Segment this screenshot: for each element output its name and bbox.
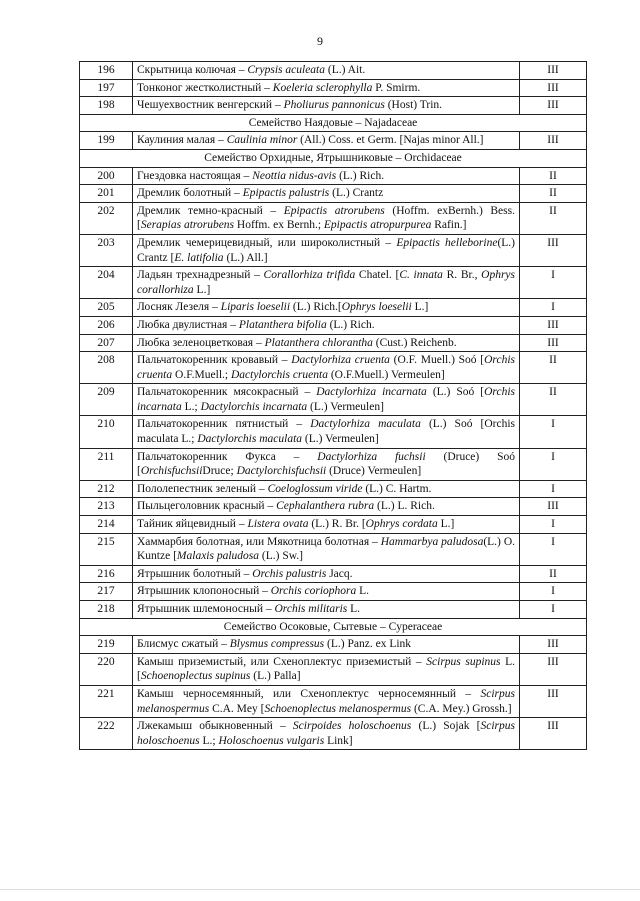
page-number: 9 (317, 34, 323, 48)
latin-name: Neottia nidus-avis (252, 169, 337, 182)
species-name (133, 234, 520, 266)
species-row (80, 384, 587, 416)
species-row (80, 132, 587, 150)
name-text: (O.F. Muell.) Soó [ (389, 354, 485, 367)
species-number: 216 (80, 565, 133, 583)
name-text: Ладьян трехнадрезный – (137, 269, 264, 282)
species-row (80, 202, 587, 234)
species-name (133, 685, 520, 717)
name-text: Пальчатокоренник мясокрасный – (137, 386, 317, 399)
name-text: Камыш приземистый, или Схеноплектус приземистый – (137, 655, 427, 668)
name-text: (All.) Coss. et Germ. [Najas minor All.] (297, 134, 484, 147)
species-name (133, 583, 520, 601)
species-number: 201 (80, 185, 133, 203)
rarity-category: III (520, 685, 587, 717)
name-text: Каулиния малая – (137, 134, 227, 147)
latin-name: Epipactis helleborine (396, 236, 498, 249)
latin-name: Blysmus compressus (229, 638, 325, 651)
name-text: Druce; (202, 465, 237, 478)
name-text: (L.) L. Rich. (374, 500, 435, 513)
species-number: 209 (80, 384, 133, 416)
species-name (133, 334, 520, 352)
species-row (80, 316, 587, 334)
name-text: (L.) R. Br. [ (308, 518, 366, 531)
name-text: L. [ (137, 655, 515, 683)
species-number: 219 (80, 636, 133, 654)
species-number: 210 (80, 416, 133, 448)
species-row (80, 234, 587, 266)
latin-name: Corallorhiza trifida (263, 269, 356, 282)
species-row (80, 448, 587, 480)
species-number: 208 (80, 352, 133, 384)
name-text: (L.) Rich.[ (290, 301, 342, 314)
species-row (80, 498, 587, 516)
name-text: O.F.Muell.; (172, 368, 231, 381)
name-text: L.; (181, 400, 201, 413)
family-section-row (80, 149, 587, 167)
latin-name: Dactylorchisfuchsii (236, 465, 327, 478)
species-number: 198 (80, 97, 133, 115)
latin-name: Dactylorhiza cruenta (291, 354, 390, 367)
name-text: (L.) Crantz (329, 187, 384, 200)
species-number: 218 (80, 601, 133, 619)
name-text: Дремлик болотный – (137, 187, 243, 200)
rarity-category: I (520, 601, 587, 619)
rarity-category: II (520, 185, 587, 203)
species-number: 205 (80, 299, 133, 317)
family-section-label: Семейство Осоковые, Сытевые – Cyperaceae (80, 618, 587, 636)
latin-name: Epipactis palustris (242, 187, 330, 200)
name-text: Пальчатокоренник пятнистый – (137, 418, 311, 431)
rarity-category: III (520, 718, 587, 750)
rarity-category: III (520, 334, 587, 352)
species-number: 202 (80, 202, 133, 234)
species-name (133, 718, 520, 750)
family-section-label: Семейство Наядовые – Najadaceae (80, 114, 587, 132)
name-text: (L.) Vermeulen] (302, 433, 379, 446)
rarity-category: III (520, 653, 587, 685)
rarity-category: I (520, 267, 587, 299)
latin-name: Ophrys corallorhiza (137, 269, 516, 296)
rarity-category: III (520, 498, 587, 516)
rarity-category: II (520, 352, 587, 384)
species-name (133, 565, 520, 583)
name-text: (L.) Vermeulen] (307, 400, 384, 413)
name-text: (L.) C. Hartm. (362, 482, 432, 495)
species-row (80, 352, 587, 384)
species-name (133, 299, 520, 317)
latin-name: Dactylorchis maculata (197, 433, 303, 446)
species-row (80, 62, 587, 80)
latin-name: Scirpus melanospermus (137, 687, 515, 715)
latin-name: Orchis cruenta (137, 354, 515, 381)
latin-name: Coeloglossum viride (267, 482, 363, 495)
latin-name: Epipactis atrorubens (283, 204, 385, 217)
name-text: Дремлик темно-красный – (137, 204, 284, 217)
name-text: (L.) Ait. (325, 64, 366, 76)
rarity-category: I (520, 416, 587, 448)
name-text: P. Smirm. (372, 81, 421, 94)
rarity-category: III (520, 62, 587, 80)
species-row (80, 167, 587, 185)
name-text: L.; (199, 734, 219, 747)
name-text: Любка зеленоцветковая – (137, 336, 265, 349)
species-row (80, 533, 587, 565)
species-number: 214 (80, 516, 133, 534)
name-text: (L.) All.] (223, 251, 268, 264)
latin-name: Platanthera chlorantha (264, 336, 373, 349)
name-text: L. (347, 603, 361, 615)
latin-name: Orchis militaris (274, 603, 348, 615)
species-row (80, 601, 587, 619)
latin-name: Scirpus holoschoenus (137, 720, 515, 747)
name-text: L.] (411, 301, 429, 314)
name-text: Лжекамыш обыкновенный – (137, 720, 293, 733)
name-text: Тайник яйцевидный – (137, 518, 248, 531)
latin-name: Platanthera bifolia (238, 318, 327, 331)
name-text: (O.F.Muell.) Vermeulen] (327, 368, 445, 381)
name-text: Chatel. [ (355, 269, 400, 282)
name-text: Лосняк Лезеля – (137, 301, 221, 314)
latin-name: Dactylorchis cruenta (230, 368, 328, 381)
name-text: Дремлик чемерицевидный, или широколистный – (137, 236, 397, 249)
name-text: Rafin.] (431, 219, 467, 232)
name-text: (L.) Sojak [ (411, 720, 481, 733)
species-row (80, 516, 587, 534)
name-text: Ятрышник болотный – (137, 567, 253, 580)
rarity-category: II (520, 202, 587, 234)
species-table (79, 61, 587, 750)
page-footer-divider (0, 889, 640, 890)
rarity-category: III (520, 79, 587, 97)
latin-name: Holoschoenus vulgaris (218, 734, 325, 747)
name-text: (L.) Rich. (336, 169, 385, 182)
species-number: 213 (80, 498, 133, 516)
latin-name: Orchisfuchsii (140, 465, 203, 478)
species-number: 206 (80, 316, 133, 334)
latin-name: Caulinia minor (226, 134, 298, 147)
species-name (133, 498, 520, 516)
species-number: 221 (80, 685, 133, 717)
species-name (133, 185, 520, 203)
latin-name: Crypsis aculeata (247, 64, 325, 76)
name-text: (L.) Soó [Orchis maculata L.; (137, 418, 515, 446)
name-text: Link] (324, 734, 353, 747)
name-text: Пыльцеголовник красный – (137, 500, 277, 513)
species-name (133, 132, 520, 150)
name-text: Ятрышник клопоносный – (137, 585, 271, 598)
latin-name: Orchis incarnata (137, 386, 515, 413)
latin-name: C. innata (399, 269, 443, 282)
species-number: 203 (80, 234, 133, 266)
species-name (133, 97, 520, 115)
name-text: (Host) Trin. (384, 99, 443, 112)
name-text: Пальчатокоренник кровавый – (137, 354, 292, 367)
species-number: 199 (80, 132, 133, 150)
latin-name: Hammarbya paludosa (380, 535, 484, 548)
name-text: (L.) Crantz [ (137, 236, 515, 264)
name-text: Пальчатокоренник Фукса – (137, 450, 318, 463)
species-name (133, 533, 520, 565)
latin-name: Liparis loeselii (220, 301, 291, 314)
name-text: R. Br., (442, 269, 482, 282)
latin-name: Scirpoides holoschoenus (292, 720, 412, 733)
latin-name: Listera ovata (247, 518, 309, 531)
species-row (80, 636, 587, 654)
latin-name: Ophrys cordata (365, 518, 438, 531)
rarity-category: I (520, 299, 587, 317)
latin-name: Orchis palustris (252, 567, 327, 580)
name-text: Пололепестник зеленый – (137, 482, 268, 495)
name-text: (L.) Panz. ex Link (324, 638, 412, 651)
name-text: Любка двулистная – (137, 318, 239, 331)
latin-name: Dactylorchis incarnata (200, 400, 308, 413)
species-name (133, 601, 520, 619)
rarity-category: III (520, 316, 587, 334)
rarity-category: III (520, 234, 587, 266)
rarity-category: II (520, 384, 587, 416)
rarity-category: III (520, 132, 587, 150)
species-row (80, 583, 587, 601)
species-row (80, 334, 587, 352)
name-text: Hoffm. ex Bernh.; (234, 219, 324, 232)
species-name (133, 79, 520, 97)
latin-name: Dactylorhiza incarnata (316, 386, 427, 399)
family-section-row (80, 114, 587, 132)
species-number: 200 (80, 167, 133, 185)
species-name (133, 416, 520, 448)
species-name (133, 516, 520, 534)
species-number: 204 (80, 267, 133, 299)
species-name (133, 653, 520, 685)
latin-name: Koeleria sclerophylla (272, 81, 373, 94)
name-text: (L.) Soó [ (426, 386, 485, 399)
family-section-row (80, 618, 587, 636)
latin-name: Cephalanthera rubra (276, 500, 375, 513)
name-text: Jacq. (326, 567, 353, 580)
latin-name: E. latifolia (174, 251, 224, 264)
rarity-category: II (520, 565, 587, 583)
species-row (80, 79, 587, 97)
species-row (80, 267, 587, 299)
species-number: 207 (80, 334, 133, 352)
latin-name: Malaxis paludosa (176, 550, 260, 563)
name-text: (C.A. Mey.) Grossh.] (411, 702, 512, 715)
name-text: Тонконог жестколистный – (137, 81, 273, 94)
species-row (80, 480, 587, 498)
latin-name: Pholiurus pannonicus (283, 99, 385, 112)
latin-name: Scirpus supinus (426, 655, 501, 668)
name-text: L.] (437, 518, 455, 531)
species-name (133, 352, 520, 384)
species-row (80, 416, 587, 448)
species-row (80, 299, 587, 317)
rarity-category: III (520, 636, 587, 654)
name-text: (Druce) Vermeulen] (326, 465, 422, 478)
species-number: 217 (80, 583, 133, 601)
latin-name: Schoenoplectus melanospermus (264, 702, 412, 715)
family-section-label: Семейство Орхидные, Ятрышниковые – Orchidaceae (80, 149, 587, 167)
species-name (133, 167, 520, 185)
name-text: Скрытница колючая – (137, 64, 248, 76)
species-row (80, 685, 587, 717)
species-row (80, 565, 587, 583)
name-text: Гнездовка настоящая – (137, 169, 253, 182)
latin-name: Schoenoplectus supinus (140, 670, 251, 683)
rarity-category: I (520, 533, 587, 565)
name-text: Хаммарбия болотная, или Мякотница болотная – (137, 535, 381, 548)
species-name (133, 316, 520, 334)
latin-name: Dactylorhiza fuchsii (317, 450, 426, 463)
name-text: L.] (193, 283, 211, 296)
species-number: 222 (80, 718, 133, 750)
rarity-category: II (520, 167, 587, 185)
name-text: C.A. Mey [ (209, 702, 265, 715)
name-text: (L.) Palla] (250, 670, 301, 683)
species-row (80, 97, 587, 115)
species-row (80, 653, 587, 685)
rarity-category: I (520, 448, 587, 480)
species-name (133, 448, 520, 480)
name-text: (L.) O. Kuntze [ (137, 535, 515, 563)
species-name (133, 267, 520, 299)
latin-name: Serapias atrorubens (140, 219, 235, 232)
species-name (133, 202, 520, 234)
species-name (133, 62, 520, 80)
species-name (133, 480, 520, 498)
species-number: 215 (80, 533, 133, 565)
name-text: (Druce) Soó [ (137, 450, 515, 478)
latin-name: Ophrys loeselii (341, 301, 412, 314)
rarity-category: I (520, 480, 587, 498)
latin-name: Epipactis atropurpurea (323, 219, 432, 232)
name-text: (Cust.) Reichenb. (372, 336, 457, 349)
name-text: (L.) Rich. (326, 318, 375, 331)
species-name (133, 384, 520, 416)
species-name (133, 636, 520, 654)
name-text: Чешуехвостник венгерский – (137, 99, 284, 112)
name-text: (Hoffm. exBernh.) Bess. [ (137, 204, 515, 232)
rarity-category: I (520, 516, 587, 534)
name-text: L. (356, 585, 370, 598)
species-number: 196 (80, 62, 133, 80)
latin-name: Dactylorhiza maculata (310, 418, 421, 431)
name-text: Камыш черносемянный, или Схеноплектус черносемянный – (137, 687, 481, 700)
species-row (80, 185, 587, 203)
species-number: 211 (80, 448, 133, 480)
name-text: Блисмус сжатый – (137, 638, 230, 651)
species-number: 212 (80, 480, 133, 498)
species-row (80, 718, 587, 750)
name-text: Ятрышник шлемоносный – (137, 603, 275, 615)
latin-name: Orchis coriophora (270, 585, 357, 598)
rarity-category: III (520, 97, 587, 115)
name-text: (L.) Sw.] (259, 550, 303, 563)
species-number: 197 (80, 79, 133, 97)
species-number: 220 (80, 653, 133, 685)
species-table-body (80, 62, 587, 750)
rarity-category: I (520, 583, 587, 601)
